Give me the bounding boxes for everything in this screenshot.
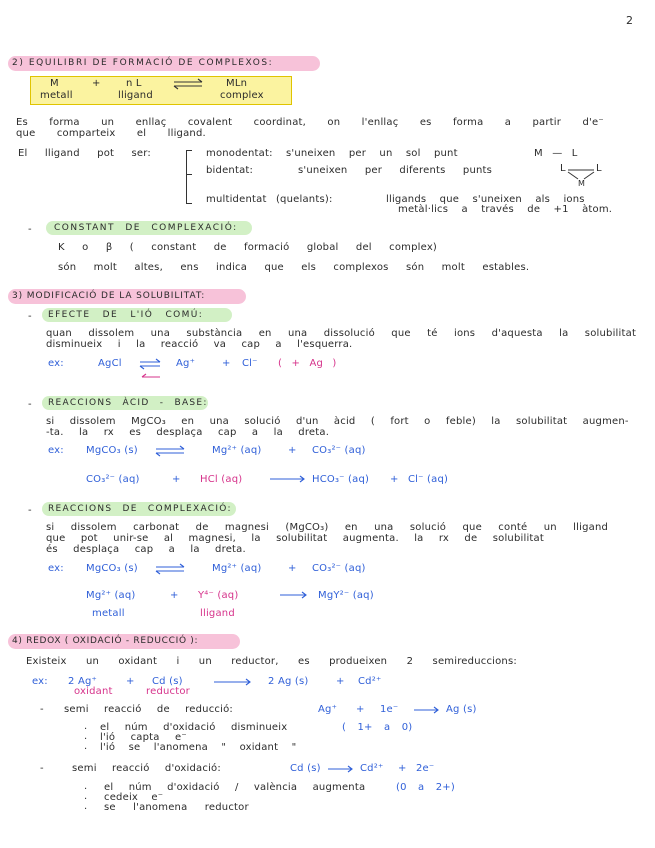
- reduction-eq1: Ag⁺: [318, 704, 338, 715]
- acid-base-eq2-r1: HCO₃⁻ (aq): [312, 474, 370, 485]
- section-4-title: 4) REDOX ( OXIDACIÓ - REDUCCIÓ ):: [12, 636, 199, 646]
- bracket-tick-bottom: [186, 203, 192, 204]
- right-arrow-icon: [268, 474, 308, 484]
- constant-line2: són molt altes, ens indica que els complexos són molt estables.: [58, 262, 530, 273]
- ion-comu-title: EFECTE DE L'IÓ COMÚ:: [48, 310, 204, 320]
- oxidation-bullet-3-dot: ·: [84, 804, 88, 815]
- acid-base-eq2-left: CO₃²⁻ (aq): [86, 474, 140, 485]
- complexacio-lligand-label: lligand: [200, 608, 235, 619]
- eq-mln: MLn: [226, 78, 248, 89]
- complexacio-metall-label: metall: [92, 608, 125, 619]
- reduction-eq2: 1e⁻: [380, 704, 399, 715]
- bidentat-fig-l1: L: [560, 163, 566, 174]
- bidentat-label: bidentat:: [206, 165, 254, 176]
- ion-comu-line1: quan dissolem una substància en una dissolució que té ions d'aquesta la solubilitat: [46, 328, 637, 339]
- acid-base-eq1-left: MgCO₃ (s): [86, 445, 138, 456]
- right-arrow-icon: [212, 677, 254, 687]
- s3a-dash: -: [28, 311, 32, 322]
- redox-oxidant-label: oxidant: [74, 686, 113, 697]
- eq-plus: +: [92, 78, 101, 89]
- complexacio-eq2-plus: +: [170, 590, 179, 601]
- acid-base-eq1-r1: Mg²⁺ (aq): [212, 445, 262, 456]
- oxidation-eq3: 2e⁻: [416, 763, 435, 774]
- reduction-bullet-1-dot: ·: [84, 724, 88, 735]
- oxidation-bullet-3: se l'anomena reductor: [104, 802, 249, 813]
- acid-base-line1: si dissolem MgCO₃ en una solució d'un àcid ( fort o feble) la solubilitat augmen-: [46, 416, 629, 427]
- section-2-title: 2) EQUILIBRI DE FORMACIÓ DE COMPLEXOS:: [12, 58, 274, 68]
- redox-intro: Existeix un oxidant i un reductor, es produeixen 2 semireduccions:: [26, 656, 517, 667]
- redox-reductor-label: reductor: [146, 686, 190, 697]
- monodentat-desc: s'uneixen per un sol punt: [286, 148, 458, 159]
- bidentat-fig-m: M: [578, 179, 586, 188]
- acid-base-title: REACCIONS ÀCID - BASE:: [48, 398, 208, 408]
- oxidation-bullet-2-dot: ·: [84, 794, 88, 805]
- oxidation-eq1: Cd (s): [290, 763, 321, 774]
- lligand-intro: El lligand pot ser:: [18, 148, 151, 159]
- acid-base-eq2-hcl: HCl (aq): [200, 474, 243, 485]
- s3b-dash: -: [28, 399, 32, 410]
- bidentat-fig-l2: L: [596, 163, 602, 174]
- reduction-label: semi reacció de reducció:: [64, 704, 233, 715]
- s2-paragraph-line2: que comparteix el lligand.: [16, 128, 206, 139]
- oxidation-bullet-1-dot: ·: [84, 784, 88, 795]
- acid-base-eq2-plus2: +: [390, 474, 399, 485]
- complexacio-eq2-left: Mg²⁺ (aq): [86, 590, 136, 601]
- constant-line1: K o β ( constant de formació global del complex): [58, 242, 438, 253]
- redox-eq-r2: Cd²⁺: [358, 676, 382, 687]
- reduction-bullet-2: l'ió capta e⁻: [100, 732, 187, 743]
- ion-comu-eq-r1: Ag⁺: [176, 358, 196, 369]
- equilibrium-arrow-icon: [154, 563, 188, 575]
- ion-comu-line2: disminueix i la reacció va cap a l'esquerra.: [46, 339, 353, 350]
- equilibrium-arrow-icon: [172, 78, 206, 90]
- reduction-bullet-1: el núm d'oxidació disminueix: [100, 722, 288, 733]
- acid-base-eq2-plus: +: [172, 474, 181, 485]
- oxidation-bullet-2: cedeix e⁻: [104, 792, 164, 803]
- page-number: 2: [626, 14, 634, 27]
- ion-comu-eq-left: AgCl: [98, 358, 122, 369]
- complexacio-eq1-left: MgCO₃ (s): [86, 563, 138, 574]
- oxidation-eq2: Cd²⁺: [360, 763, 384, 774]
- right-arrow-icon: [412, 705, 442, 715]
- reduction-bullet-1-note: ( 1+ a 0): [342, 722, 413, 733]
- multidentat-desc-line1: lligands que s'uneixen als ions: [386, 194, 585, 205]
- bracket-tick-mid: [186, 174, 192, 175]
- eq-nl: n L: [126, 78, 142, 89]
- acid-base-eq1-r2: CO₃²⁻ (aq): [312, 445, 366, 456]
- complexacio-eq1-r2: CO₃²⁻ (aq): [312, 563, 366, 574]
- eq-metall-label: metall: [40, 90, 73, 101]
- redox-eq-plus: +: [126, 676, 135, 687]
- multidentat-label: multidentat (quelants):: [206, 194, 333, 205]
- ion-comu-ex: ex:: [48, 358, 64, 369]
- right-arrow-icon: [326, 764, 356, 774]
- section-3-title: 3) MODIFICACIÓ DE LA SOLUBILITAT:: [12, 291, 206, 301]
- eq-complex-label: complex: [220, 90, 264, 101]
- complexacio-ex: ex:: [48, 563, 64, 574]
- ion-comu-eq-r2: Cl⁻: [242, 358, 258, 369]
- s3c-dash: -: [28, 505, 32, 516]
- reduction-eq3: Ag (s): [446, 704, 477, 715]
- constant-title: CONSTANT DE COMPLEXACIÓ:: [54, 223, 238, 233]
- complexacio-eq1-r1: Mg²⁺ (aq): [212, 563, 262, 574]
- right-arrow-icon: [278, 590, 310, 600]
- ion-comu-eq-extra: ( + Ag ): [278, 358, 337, 369]
- acid-base-eq2-r2: Cl⁻ (aq): [408, 474, 449, 485]
- eq-lligand-label: lligand: [118, 90, 153, 101]
- monodentat-label: monodentat:: [206, 148, 273, 159]
- oxidation-eq-plus: +: [398, 763, 407, 774]
- reduction-bullet-3: l'ió se l'anomena " oxidant ": [100, 742, 297, 753]
- redox-eq-left2: Cd (s): [152, 676, 183, 687]
- bidentat-diagram-icon: [566, 166, 598, 182]
- complexacio-line1: si dissolem carbonat de magnesi (MgCO₃) en una solució que conté un lligand: [46, 522, 609, 533]
- complexacio-title: REACCIONS DE COMPLEXACIÓ:: [48, 504, 232, 514]
- redox-eq-plus2: +: [336, 676, 345, 687]
- monodentat-figure: M — L: [534, 148, 578, 159]
- complexacio-line2: que pot unir-se al magnesi, la solubilitat augmenta. la rx de solubilitat: [46, 533, 545, 544]
- s4-ox-dash: -: [40, 763, 44, 774]
- bidentat-desc: s'uneixen per diferents punts: [298, 165, 493, 176]
- redox-ex: ex:: [32, 676, 48, 687]
- s4-red-dash: -: [40, 704, 44, 715]
- complexacio-eq2-r: MgY²⁻ (aq): [318, 590, 374, 601]
- equilibrium-arrow-icon: [154, 445, 188, 457]
- complexacio-eq1-plus: +: [288, 563, 297, 574]
- redox-eq-left1: 2 Ag⁺: [68, 676, 98, 687]
- eq-m: M: [50, 78, 59, 89]
- oxidation-label: semi reacció d'oxidació:: [72, 763, 221, 774]
- multidentat-desc-line2: metàl·lics a través de +1 àtom.: [398, 204, 613, 215]
- reduction-bullet-3-dot: ·: [84, 744, 88, 755]
- oxidation-bullet-1-note: (0 a 2+): [396, 782, 455, 793]
- lligand-bracket: [186, 150, 187, 204]
- redox-eq-r1: 2 Ag (s): [268, 676, 309, 687]
- acid-base-line2: -ta. la rx es desplaça cap a la dreta.: [46, 427, 330, 438]
- oxidation-bullet-1: el núm d'oxidació / valència augmenta: [104, 782, 366, 793]
- bracket-tick-top: [186, 150, 192, 151]
- complexacio-line3: és desplaça cap a la dreta.: [46, 544, 246, 555]
- equilibrium-arrow-icon: [138, 358, 164, 382]
- reduction-eq-plus: +: [356, 704, 365, 715]
- reduction-bullet-2-dot: ·: [84, 734, 88, 745]
- s2-dash: -: [28, 224, 32, 235]
- acid-base-ex: ex:: [48, 445, 64, 456]
- ion-comu-eq-plus: +: [222, 358, 231, 369]
- complexacio-eq2-y: Y⁴⁻ (aq): [198, 590, 239, 601]
- acid-base-eq1-plus: +: [288, 445, 297, 456]
- s2-paragraph-line1: Es forma un enllaç covalent coordinat, on l'enllaç es forma a partir d'e⁻: [16, 117, 604, 128]
